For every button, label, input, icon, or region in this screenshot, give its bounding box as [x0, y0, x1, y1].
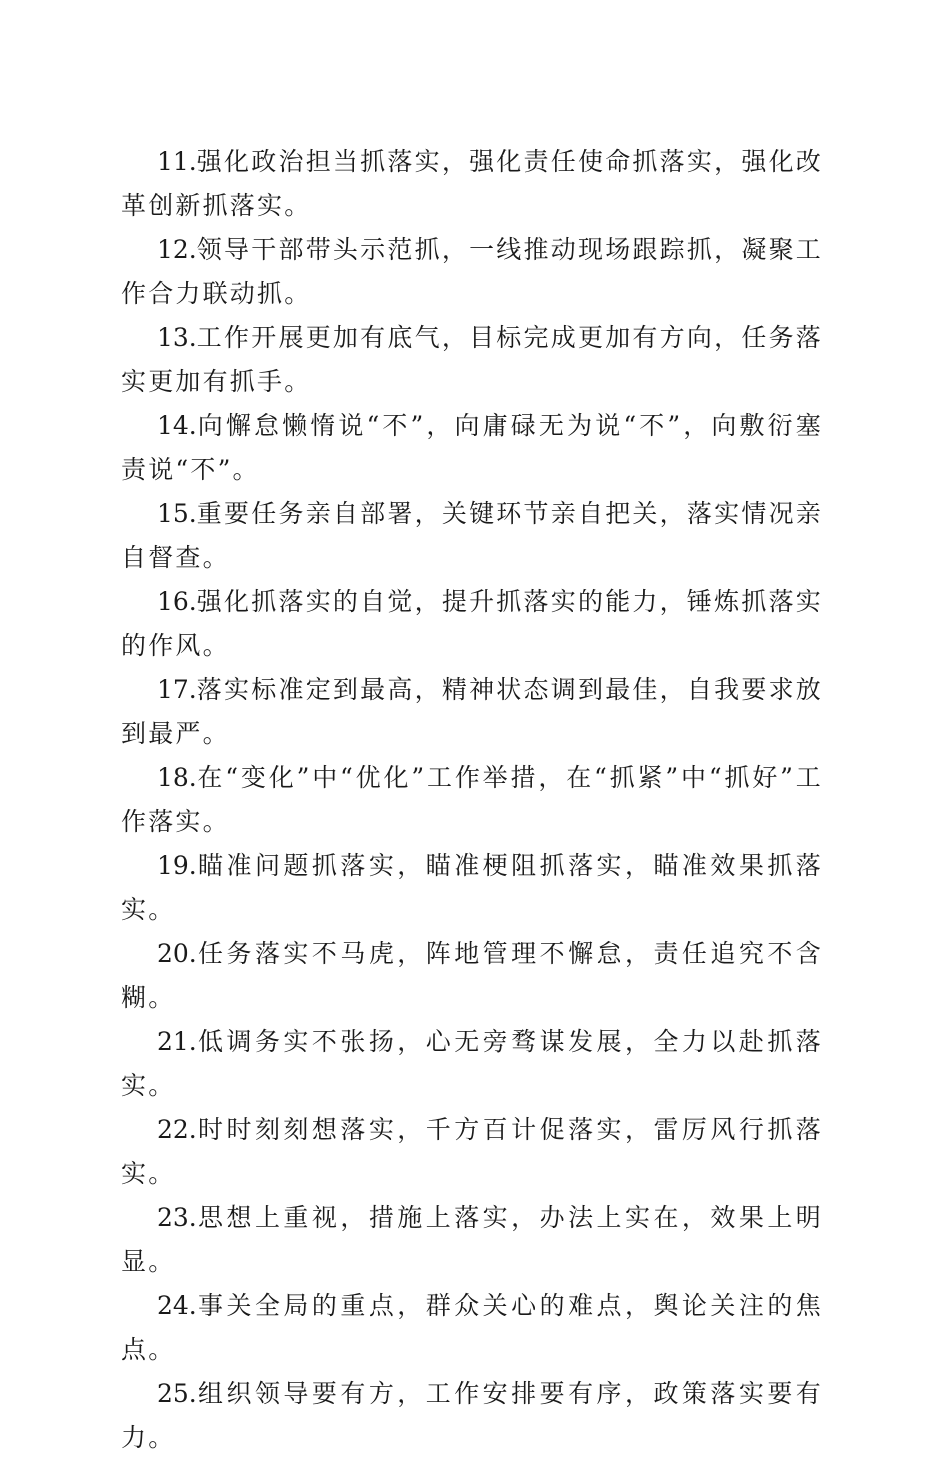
list-item [121, 580, 823, 668]
item-text: 工作开展更加有底气，目标完成更加有方向，任务落实更加有抓手。 [121, 323, 823, 396]
item-text: 在“变化”中“优化”工作举措，在“抓紧”中“抓好”工作落实。 [121, 763, 823, 836]
item-number: 19. [157, 851, 197, 880]
item-text: 瞄准问题抓落实，瞄准梗阻抓落实，瞄准效果抓落实。 [121, 851, 823, 924]
list-item [121, 492, 823, 580]
item-text: 重要任务亲自部署，关键环节亲自把关，落实情况亲自督查。 [121, 499, 823, 572]
item-number: 11. [157, 147, 197, 176]
item-number: 24. [157, 1291, 197, 1320]
list-item [121, 316, 823, 404]
list-item [121, 1108, 823, 1196]
item-text: 思想上重视，措施上落实，办法上实在，效果上明显。 [121, 1203, 823, 1276]
item-number: 20. [157, 939, 197, 968]
item-text: 时时刻刻想落实，千方百计促落实，雷厉风行抓落实。 [121, 1115, 823, 1188]
item-number: 22. [157, 1115, 197, 1144]
list-item [121, 668, 823, 756]
item-text: 组织领导要有方，工作安排要有序，政策落实要有力。 [121, 1379, 823, 1452]
list-item [121, 404, 823, 492]
item-text: 强化政治担当抓落实，强化责任使命抓落实，强化改革创新抓落实。 [121, 147, 823, 220]
item-number: 18. [157, 763, 197, 792]
list-item [121, 1372, 823, 1460]
item-text: 向懈怠懒惰说“不”，向庸碌无为说“不”，向敷衍塞责说“不”。 [121, 411, 823, 484]
list-item [121, 1196, 823, 1284]
item-number: 15. [157, 499, 197, 528]
item-number: 14. [157, 411, 197, 440]
list-item [121, 844, 823, 932]
item-text: 任务落实不马虎，阵地管理不懈怠，责任追究不含糊。 [121, 939, 823, 1012]
list-item [121, 1020, 823, 1108]
item-text: 低调务实不张扬，心无旁骛谋发展，全力以赴抓落实。 [121, 1027, 823, 1100]
list-item [121, 1284, 823, 1372]
item-number: 17. [157, 675, 197, 704]
item-number: 12. [157, 235, 197, 264]
document-body [121, 140, 823, 1460]
item-text: 事关全局的重点，群众关心的难点，舆论关注的焦点。 [121, 1291, 823, 1364]
item-text: 强化抓落实的自觉，提升抓落实的能力，锤炼抓落实的作风。 [121, 587, 823, 660]
item-number: 21. [157, 1027, 197, 1056]
item-number: 16. [157, 587, 197, 616]
list-item [121, 140, 823, 228]
item-number: 25. [157, 1379, 197, 1408]
item-number: 23. [157, 1203, 197, 1232]
list-item [121, 228, 823, 316]
list-item [121, 756, 823, 844]
list-item [121, 932, 823, 1020]
item-text: 落实标准定到最高，精神状态调到最佳，自我要求放到最严。 [121, 675, 823, 748]
item-text: 领导干部带头示范抓，一线推动现场跟踪抓，凝聚工作合力联动抓。 [121, 235, 823, 308]
item-number: 13. [157, 323, 197, 352]
